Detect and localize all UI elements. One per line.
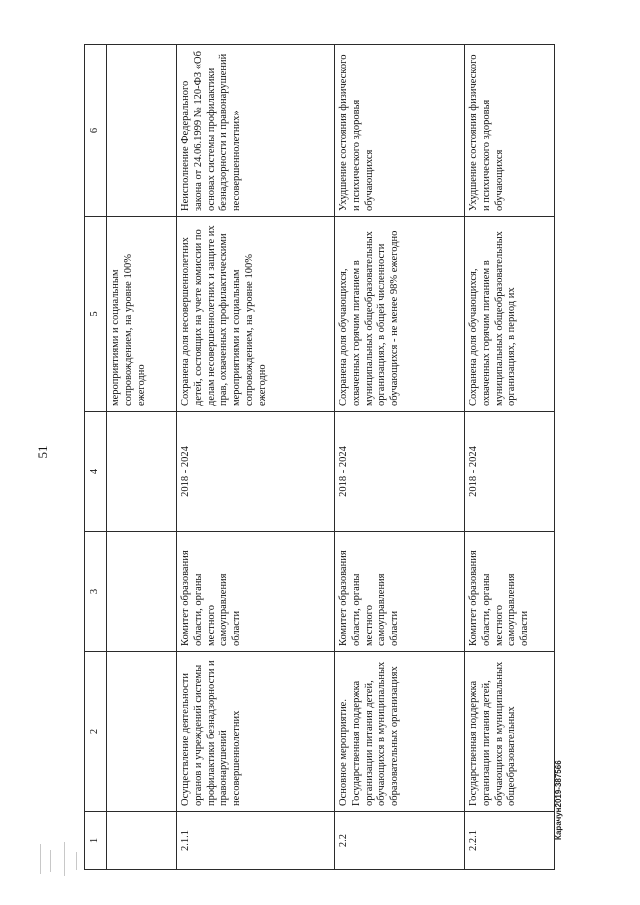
activity-cell: Государственная поддержка организации питания детей, обучающихся в муниципальных общеобразовательных [465, 652, 555, 812]
result-cell: Сохранена доля обучающихся, охваченных горячим питанием в муниципальных общеобразовательных организациях, в общей численности обучающихся - не менее 98% ежегодно [335, 217, 465, 412]
table-header-row [85, 45, 107, 870]
column-header: 3 [85, 532, 107, 652]
table-row [335, 45, 465, 870]
period-cell: 2018 - 2024 [465, 412, 555, 532]
period-cell [107, 412, 177, 532]
period-cell: 2018 - 2024 [335, 412, 465, 532]
consequence-cell [107, 45, 177, 217]
row-number: 2.2.1 [465, 812, 555, 870]
consequence-cell: Ухудшение состояния физического и психического здоровья обучающихся [465, 45, 555, 217]
result-cell: мероприятиями и социальным сопровождением, на уровне 100% ежегодно [107, 217, 177, 412]
table-row [177, 45, 335, 870]
activity-cell: Осуществление деятельности органов и учреждений системы профилактики безнадзорности и правонарушений несовершеннолетних [177, 652, 335, 812]
program-activities-table [84, 44, 555, 870]
period-cell: 2018 - 2024 [177, 412, 335, 532]
row-number: 2.2 [335, 812, 465, 870]
executor-cell [107, 532, 177, 652]
document-stamp: Карачун2019-387566 [554, 760, 563, 840]
row-number: 2.1.1 [177, 812, 335, 870]
activity-cell [107, 652, 177, 812]
table-row [465, 45, 555, 870]
column-header: 6 [85, 45, 107, 217]
page-number: 51 [35, 445, 50, 459]
column-header: 4 [85, 412, 107, 532]
column-header: 2 [85, 652, 107, 812]
binding-marks [34, 840, 84, 880]
executor-cell: Комитет образования области, органы местного самоуправления области [465, 532, 555, 652]
consequence-cell: Неисполнение Федерального закона от 24.06.1999 № 120-ФЗ «Об основах системы профилактики безнадзорности и правонарушений несовершеннолетних» [177, 45, 335, 217]
result-cell: Сохранена доля обучающихся, охваченных горячим питанием в муниципальных общеобразовательных организациях, в период их [465, 217, 555, 412]
executor-cell: Комитет образования области, органы местного самоуправления области [177, 532, 335, 652]
program-table-wrapper [84, 45, 554, 870]
result-cell: Сохранена доля несовершеннолетних детей, состоящих на учете комиссии по делам несовершеннолетних и защите их прав, охваченных профилактическими мероприятиями и социальным сопровождением, на уровне 100% ежегодно [177, 217, 335, 412]
column-header: 5 [85, 217, 107, 412]
consequence-cell: Ухудшение состояния физического и психического здоровья обучающихся [335, 45, 465, 217]
executor-cell: Комитет образования области, органы местного самоуправления области [335, 532, 465, 652]
row-number [107, 812, 177, 870]
column-header: 1 [85, 812, 107, 870]
activity-cell: Основное мероприятие. Государственная поддержка организации питания детей, обучающихся в муниципальных образовательных организациях [335, 652, 465, 812]
table-row [107, 45, 177, 870]
